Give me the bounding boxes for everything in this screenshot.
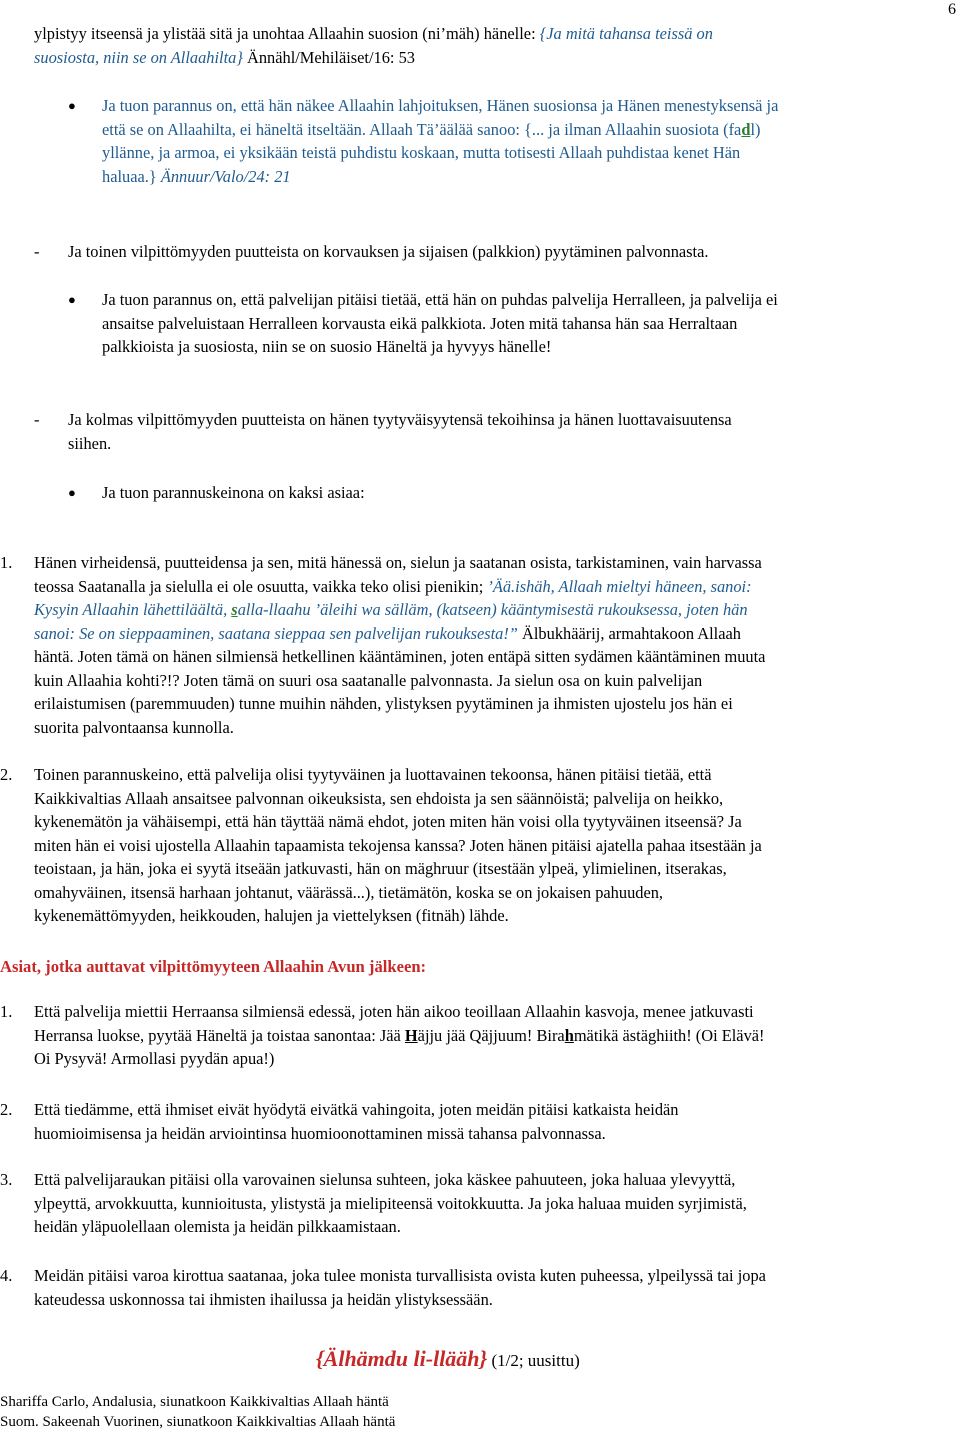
- quran-quote-cont: suosiosta, niin se on Allaahilta}: [34, 47, 243, 67]
- transliteration-mark: H: [404, 1025, 418, 1045]
- intro-paragraph: [34, 22, 956, 69]
- transliteration-mark: d: [741, 119, 751, 139]
- item2-line: omahyväinen, itsensä harhaan johtanut, väärässä...), tietämätön, koska se on jokaisen pahuuden,: [34, 882, 664, 902]
- quran-quote: yllänne, ja armoa, ei yksikään teistä puhdistu koskaan, mutta totisesti Allaah puhdistaa kenet Hän: [102, 143, 741, 162]
- bullet1-line: että se on Allaahilta, ei häneltä itseltään. Allaah Tä’äälää sanoo:: [102, 119, 525, 139]
- item-number: 3.: [0, 1170, 13, 1189]
- item1-line: häntä. Joten tämä on hänen silmiensä hetkellinen kääntäminen, joten entäpä sitten sydämen kääntäminen muuta: [34, 647, 766, 666]
- item2-line: Kaikkivaltias Allaah ansaitsee palvonnan oikeuksista, sen ehdoista ja sen säännöistä; palvelija on heikko,: [34, 788, 724, 808]
- item1-line: kuin Allaahia kohti?!? Joten tämä on suuri osa saatanalle palvonnasta. Ja sielun osa on kuin palvelijan: [34, 670, 703, 690]
- translator-credit: Suom. Sakeenah Vuorinen, siunatkoon Kaikkivaltias Allaah häntä: [0, 1414, 396, 1430]
- help4-line: kateudessa uskonnossa tai ihmisten ihailussa ja heidän ylistyksessään.: [34, 1289, 493, 1309]
- bullet3-text: Ja tuon parannuskeinona on kaksi asiaa:: [102, 483, 365, 502]
- hadith-quote: Kysyin Allaahin lähettiläältä,: [34, 600, 232, 619]
- dash2-line: Ja kolmas vilpittömyyden puutteista on hänen tyytyväisyytensä tekoihinsa ja hänen luottavaisuutensa: [68, 410, 732, 429]
- reference-cont: l/Mehiläiset/16: 53: [290, 47, 415, 67]
- section-heading: Asiat, jotka auttavat vilpittömyyteen Allaahin Avun jälkeen:: [0, 957, 427, 976]
- dash2-line: siihen.: [68, 433, 112, 453]
- item-number: 1.: [0, 1002, 13, 1021]
- transliteration-mark: s: [231, 600, 238, 619]
- help1-line: mätikä ästäghiith! (Oi Elävä!: [573, 1025, 765, 1045]
- dash-marker: -: [34, 242, 40, 261]
- help1-line: Oi Pysyvä! Armollasi pyydän apua!): [34, 1049, 275, 1068]
- item1-line: Hänen virheidensä, puutteidensa ja sen, mitä hänessä on, sielun ja saatanan osista, tarkistaminen, vain harvassa: [34, 553, 762, 572]
- help3-line: heidän yläpuolellaan olemista ja heidän pilkkaamistaan.: [34, 1217, 401, 1236]
- intro-line-1: ylpistyy itseensä ja ylistää sitä ja unohtaa Allaahin suosion (ni’mäh) hänelle:: [34, 24, 540, 43]
- item-number: 2.: [0, 1100, 13, 1119]
- hadith-quote: ’Ää.ishäh, Allaah mieltyi häneen, sanoi:: [487, 576, 752, 596]
- bullet-icon: ●: [68, 292, 76, 307]
- author-credit: Shariffa Carlo, Andalusia, siunatkoon Kaikkivaltias Allaah häntä: [0, 1394, 389, 1410]
- help4-line: Meidän pitäisi varoa kirottua saatanaa, joka tulee monista turvallisista ovista kuten puheessa, ylpeilyssä tai jopa: [34, 1266, 766, 1285]
- closing-title: [316, 1347, 580, 1373]
- item2-line: teoistaan, ja hän, joka ei syytä itseään jatkuvasti, hän on mäghruur (itsestään ylpeä, ylimielinen, itserakas,: [34, 859, 727, 878]
- bullet1-line: Ja tuon parannus on, että hän näkee Allaahin lahjoituksen, Hänen suosionsa ja Hänen menestyksensä ja: [102, 96, 779, 115]
- bullet2-line: ansaitse palveluistaan Herralleen korvausta eikä palkkiota. Joten mitä tahansa hän saa Herraltaan: [102, 313, 738, 333]
- quran-quote: {... ja ilman Allaahin suosiota (fa: [524, 119, 742, 139]
- help3-line: ylpeyttä, arvokkuutta, kunnioitusta, ylistystä ja mielipiteensä voitokkuutta. Ja joka haluaa muiden syrjimistä,: [34, 1193, 747, 1213]
- bullet2-line: Ja tuon parannus on, että palvelijan pitäisi tietää, että hän on puhdas palvelija Herralleen, ja palvelija ei: [102, 290, 778, 309]
- bullet-icon: ●: [68, 98, 76, 113]
- item1-line: teossa Saatanalla ja sielulla ei ole osuutta, vaikka teko olisi pienikin;: [34, 576, 488, 596]
- closing-phrase: {Älhämdu li-llääh}: [316, 1346, 488, 1371]
- item1-line: suorita palvontaansa kunnolla.: [34, 717, 234, 737]
- quran-quote: {Ja mitä tahansa teissä on: [539, 24, 713, 43]
- item1-line: erilaistumisen (paremmuuden) tunne muihin nähden, ylistyksen pyytäminen ja ihmisten ujostelu jos hän ei: [34, 694, 733, 713]
- page-number: 6: [948, 1, 956, 18]
- help1-line: Että palvelija miettii Herraansa silmiensä edessä, joten hän aikoo teoillaan Allaahin kasvoja, menee jatkuvasti: [34, 1002, 754, 1021]
- bullet2-line: palkkioista ja suosiosta, niin se on suosio Häneltä ja hyvyys hänelle!: [102, 337, 552, 356]
- reference: Älbukhäärij, armahtakoon Allaah: [517, 623, 741, 643]
- closing-note: (1/2; uusittu): [487, 1351, 580, 1370]
- quran-quote: l): [750, 119, 761, 139]
- help1-line: äjju jää Qäjjuum! Bira: [417, 1025, 565, 1045]
- transliteration-mark: h: [564, 1025, 574, 1045]
- help2-line: huomioimisensa ja heidän arviointinsa huomioonottaminen missä tahansa palvonnassa.: [34, 1123, 606, 1143]
- item-number: 2.: [0, 765, 13, 784]
- help2-line: Että tiedämme, että ihmiset eivät hyödytä eivätkä vahingoita, joten meidän pitäisi katkaista heidän: [34, 1100, 679, 1119]
- item2-line: Toinen parannuskeino, että palvelija olisi tyytyväinen ja luottavainen tekoonsa, hänen pitäisi tietää, että: [34, 765, 712, 784]
- item-number: 4.: [0, 1266, 13, 1285]
- item-number: 1.: [0, 553, 13, 572]
- dash1-text: Ja toinen vilpittömyyden puutteista on korvauksen ja sijaisen (palkkion) pyytäminen palvonnasta.: [68, 242, 709, 261]
- hadith-quote: sanoi: Se on sieppaaminen, saatana sieppaa sen palvelijan rukouksesta!”: [34, 623, 518, 643]
- reference: Ännäh: [242, 47, 291, 67]
- dash-marker: -: [34, 410, 40, 429]
- quran-quote: haluaa.}: [102, 166, 157, 186]
- hadith-quote: alla-llaahu ’äleihi wa sälläm, (katseen) kääntymisestä rukouksessa, joten hän: [237, 600, 748, 619]
- bullet-icon: ●: [68, 485, 76, 500]
- item2-line: miten hän ei voisi ujostella Allaahin tapaamista tekojensa kanssa? Joten hänen pitäisi ajatella pahaa itsestään ja: [34, 835, 762, 855]
- item2-line: kykenemätön ja vähäisempi, että hän täyttää nämä ehdot, joten miten hän voisi olla tyytyväinen itseensä? Ja: [34, 812, 742, 831]
- help3-line: Että palvelijaraukan pitäisi olla varovainen sielunsa suhteen, joka käskee pahuuteen, joka haluaa ylevyyttä,: [34, 1170, 736, 1189]
- help1-line: Herransa luokse, pyytää Häneltä ja toistaa sanontaa: Jää: [34, 1025, 405, 1045]
- reference: Ännuur/Valo/24: 21: [156, 166, 291, 186]
- item2-line: kykenemättömyyden, heikkouden, halujen ja viettelyksen (fitnäh) lähde.: [34, 906, 509, 925]
